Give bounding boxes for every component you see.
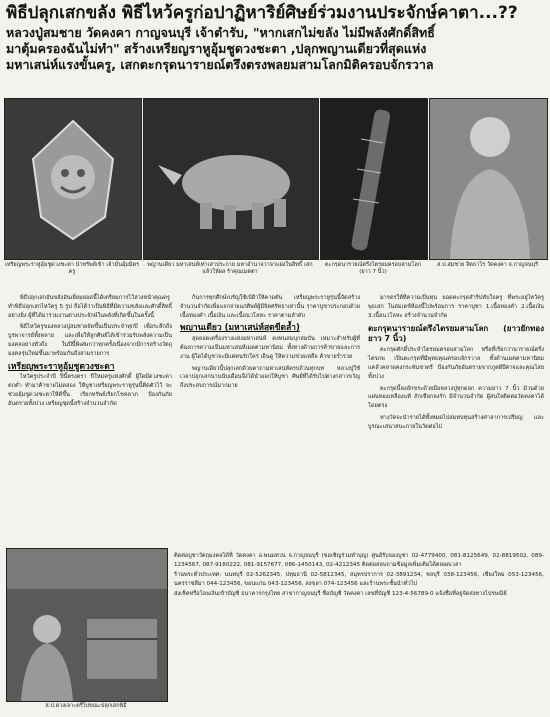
column-3 (368, 294, 544, 544)
col3-para-1: มารดรให้ทีความเป็นทุน ยอดตะกรุดสำริปทับใจครู ที่พระอยู่ไหว้ครูพุธเสก ในสมเดช์ห้องนี้ไปพร้อมการ ราคาบูชา 1.เนื้อทองคำ 2.เนื้อเงิน 3.เนื้อนวโลหะ สร้างจำนวนจำกัด (368, 295, 544, 319)
col3-para-2: ตะกรุดศักดิ์ประจำไตรยมครอบสามโลก หรือที่เรียกว่านารายณ์ตรึงไตรภพ เป็นตะกรุดที่มีพุทธคุณครอบจักรวาล ทั้งด้านเมตตามหานิยม แคล้วคลาดคงกระพันชาตรี ป้องกันภัยอันตรายจากภูตผีปีศาจและคุณไสยทั้งปวง (368, 347, 544, 380)
column-2 (180, 294, 360, 544)
rahu-coin-photo (4, 98, 142, 260)
col2-para-3: พญานเดียวนี้ปลุกเสกด้วยคาถามหาเสน่ห์ครบถ้วนทุกบท หลวงปู่ใช้เวลาปลุกเสกนานนับเดือนจึงได้นำออกให้บูชา ศิษย์ที่ได้รับไปต่างกล่าวขวัญถึงประสบการณ์มากมาย (180, 365, 360, 390)
headline-line-2: หลวงปู่สมชาย วัดคงคา กาญจนบุรี เจ้าตำรับ, "หากเสกไม่ขลัง ไม่มีพลังศักดิ์สิทธิ์ (6, 24, 435, 40)
col1-para-3: ไหว้ครูประจำปี ปีนี้ตรงตรา ปีใหม่ครูแห่งศักดิ์ ผู้ใดมีดวงชะตาตกต่ำ ทำมาค้าขายไม่คล่อง ให้บูชาเหรียญพระราหูรุ่นนี้ติดตัวไว้ จะช่วยอุ้มชูดวงชะตาให้ดีขึ้น เรียกทรัพย์เรียกโชคลาภ ป้องกันภัยอันตรายทั้งปวง เหรียญชุดนี้สร้างจำนวนจำกัด (8, 374, 172, 407)
headline-block (6, 4, 544, 96)
contact-para-1: ติดต่อบูชาวัตถุมงคลได้ที่ วัดคงคา อ.พนมทวน จ.กาญจนบุรี (ขอเชิญร่วมทำบุญ) ศูนย์รับจองบูชา 02-4779400, 081-8125649, 02-8819502, 089-1234567, 087-9180222, 081-9157677, 086-1450143, 02-4212345 ติดต่อสอบถามข้อมูลเพิ่มเติมได้ตลอดเวลา (174, 553, 544, 568)
col3-para-4: ทางวัดจะนำรายได้ทั้งหมดไปสมทบทุนสร้างศาลาการเปรียญ และบูรณะเสนาสนะภายในวัดต่อไป (368, 414, 544, 430)
col1-para-1: พิธีปลุกเสกอันขลังอันเยี่ยมยอดนี้ได้เตรียมการไว้ล่วงหน้าคุณครูทำพิธีปลุกเสกไหว้ครู 5 รูป ถือได้ว่าเป็นพิธีที่มีความขลังและศักดิ์สิทธิ์อย่างยิ่ง ผู้ที่ได้มาร่วมงานต่างประจักษ์ในพลังที่เกิดขึ้นในครั้งนี้ (8, 295, 172, 319)
ceremony-photo (6, 548, 168, 702)
headline-line-4: มหาเสน่ห์แรงขั้นครู, เสกตะกรุดนารายณ์ตรึงตรงพลยมสามโลกมิติครอบจักรวาล (6, 57, 434, 73)
caption-rhino: พญานเดียว มหาเสน่ห์เท่าเสาประกาย มหาอำนาจวาจาแฝงในสิทธิ์ เสกแล้วให้ผล ร้าคุณเมตตา (147, 262, 313, 275)
caption-rahu: เหรียญพระราหูอุ้มชูดวงชะตา นำทรัพย์เข้า เจ้ามั่นอุ้มมิตรครู (4, 262, 140, 275)
takrut-photo (320, 98, 428, 260)
contact-para-2: ร้านพระทั่วประเทศ: นนทบุรี 02-5262345, ปทุมธานี 02-5812345, สมุทรปราการ 02-3891234, ชลบุรี 038-123456, เชียงใหม่ 053-123456, นครราชสีมา 044-123456, ขอนแก่น 043-123456, สงขลา 074-123456 และร้านพระชั้นนำทั่วไป (174, 572, 544, 587)
headline-line-3: มาตุ้มครองฉันไม่ทำ" สร้างเหรียญราหูอุ้มชูดวงชะตา ,ปลุกพญานเดียวที่สุดแห่ง (6, 40, 427, 56)
monk-portrait-photo (429, 98, 548, 260)
col1-para-2: พิธีไหว้ครูของหลวงปู่สมชายจัดขึ้นเป็นประจำทุกปี เพื่อระลึกถึงบูรพาจารย์ทั้งหลาย และเพื่อให้ลูกศิษย์ได้เข้าร่วมรับพลังความเป็นมงคลอย่างทั่วถึง ในปีนี้พิเศษกว่าทุกครั้งเนื่องจากมีการสร้างวัตถุมงคลรุ่นใหม่ขึ้นมาพร้อมกันถึงสามรายการ (8, 324, 172, 357)
col2-para-1: ก้นการทุกศึกษ์เบรัญใช้เบ้ฝำให้คาดตัน เหรียญพระราหูรุ่นนี้จัดสร้างจำนวนจำกัดเพื่อแจกจ่ายแก่ศิษย์ผู้มีจิตศรัทธาเท่านั้น ราคาบูชาประกอบด้วยเนื้อทองคำ เนื้อเงิน และเนื้อนวโลหะ ราคาตามลำดับ (180, 295, 360, 319)
col2-subheading: พญานเดียว (มหาเสน่ห์สุดขีดล้ำ) (180, 323, 300, 334)
headline-line-1: พิธีปลุกเสกขลัง พิธีไหว้ครูก่อปาฏิหาริย์ศิษย์ร่วมงานประจักษ์คาตา...?? (6, 3, 518, 23)
contact-block (174, 552, 544, 712)
caption-takrut: ตะกรุดนารายณ์ตรึงไตรยมครอบสามโลก (ยาว 7 นิ้ว) (324, 262, 422, 275)
caption-ceremony: ส.ป.ดวงเจาะตรีไบ่ขณะปลุกเสกพิธี (45, 703, 127, 709)
col3-subheading: ตะกรุดนารายณ์ตรึงไตรยมสามโลก (ยาวยักทอง ยาว 7 นิ้ว) (368, 324, 544, 344)
rhino-amulet-photo (143, 98, 319, 260)
col3-para-3: ตะกรุดนี้ลงอักขระด้วยมือหลวงปู่ทุกดอก ความยาว 7 นิ้ว ม้วนด้วยแผ่นทองเหลืองแท้ ถักเชือกลงรัก มีจำนวนจำกัด ผู้สนใจติดต่อวัดคงคาได้โดยตรง (368, 385, 544, 410)
col2-para-2: สุดยอดเครื่องรางแห่งมหาเสน่ห์ คงทนสมบุกสมบัน เหมาะสำหรับผู้ที่ต้องการความเป็นมหาเสน่ห์เมตตามหานิยม ทั้งทางด้านการค้าขายและการงาน ผู้ใดได้บูชาจะมีแต่คนรักใคร่ เอ็นดู ให้ความช่วยเหลือ ค้าขายร่ำรวย (180, 336, 360, 360)
column-1 (8, 294, 172, 544)
caption-monk: ส.ป.สมชาย จิตธาโร วัดคงคา จ.กาญจนบุรี (436, 262, 539, 268)
col1-subheading: เหรียญพระราหูอุ้มชูดวงชะตา (8, 361, 115, 372)
photo-strip (4, 98, 546, 283)
contact-para-3: ส่งเช็คหรือโอนเงินเข้าบัญชี ธนาคารกรุงไทย สาขากาญจนบุรี ชื่อบัญชี วัดคงคา เลขที่บัญชี 123-4-56789-0 แจ้งชื่อที่อยู่จัดส่งทางไปรษณีย์ (174, 591, 507, 598)
